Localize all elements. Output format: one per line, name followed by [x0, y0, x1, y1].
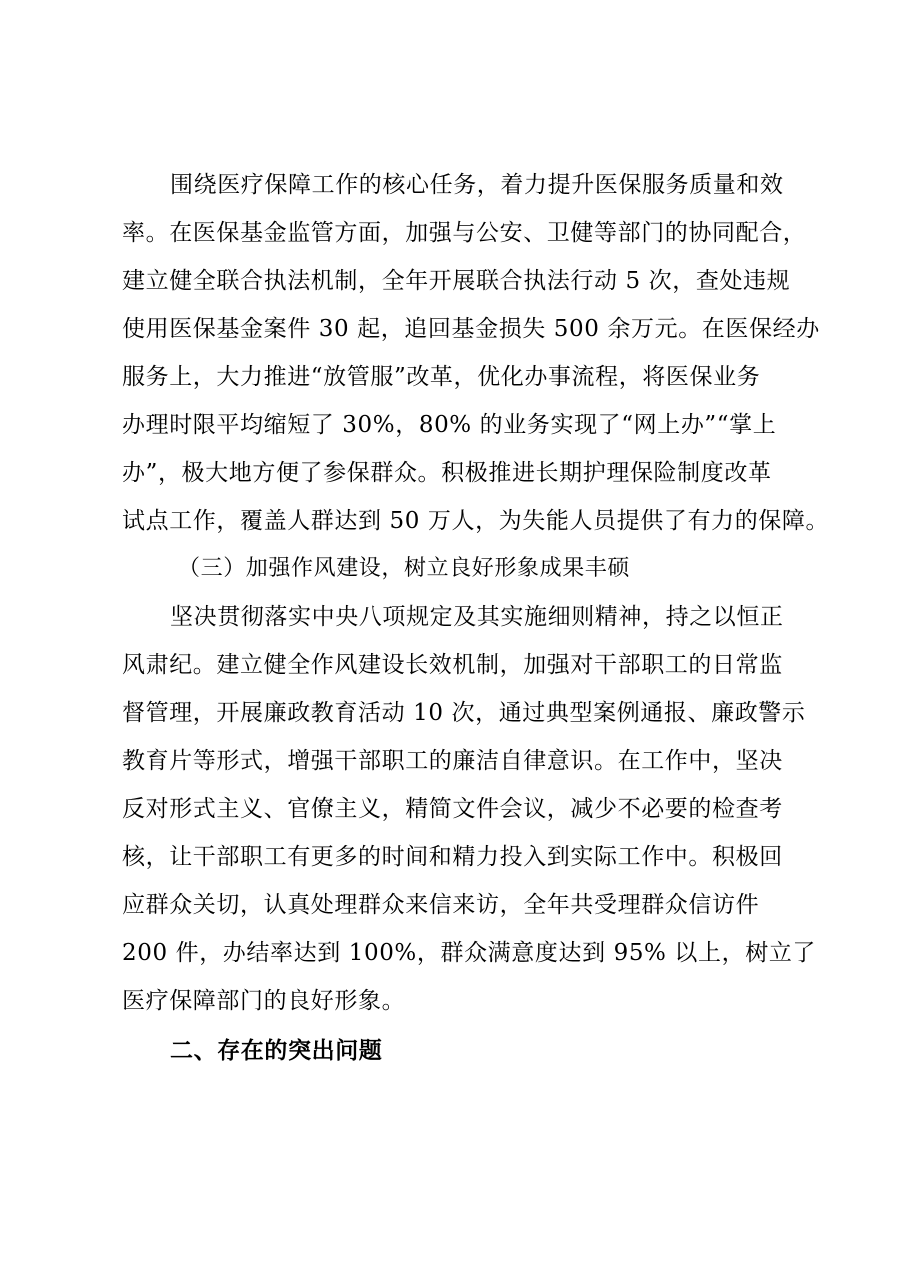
paragraph-2-line-9: 医疗保障部门的良好形象。 — [122, 988, 406, 1014]
paragraph-2-line-4: 教育片等形式，增强干部职工的廉洁自律意识。在工作中，坚决 — [122, 748, 783, 774]
paragraph-2-line-7: 应群众关切，认真处理群众来信来访，全年共受理群众信访件 — [122, 892, 760, 918]
paragraph-2-line-5: 反对形式主义、官僚主义，精简文件会议，减少不必要的检查考 — [122, 796, 783, 822]
paragraph-1-line-6: 办理时限平均缩短了 30%，80% 的业务实现了“网上办”“掌上 — [122, 412, 777, 438]
paragraph-2-line-1: 坚决贯彻落实中央八项规定及其实施细则精神，持之以恒正 — [170, 604, 784, 630]
paragraph-2-line-2: 风肃纪。建立健全作风建设长效机制，加强对干部职工的日常监 — [122, 652, 783, 678]
paragraph-1-line-7: 办”，极大地方便了参保群众。积极推进长期护理保险制度改革 — [122, 460, 772, 486]
paragraph-1-line-2: 率。在医保基金监管方面，加强与公安、卫健等部门的协同配合， — [122, 220, 807, 246]
paragraph-1-line-5: 服务上，大力推进“放管服”改革，优化办事流程，将医保业务 — [122, 364, 761, 390]
paragraph-1-line-3: 建立健全联合执法机制，全年开展联合执法行动 5 次，查处违规 — [122, 268, 791, 294]
paragraph-1-line-1: 围绕医疗保障工作的核心任务，着力提升医保服务质量和效 — [170, 172, 784, 198]
section-2-heading: 二、存在的突出问题 — [170, 1038, 383, 1064]
paragraph-1-line-8: 试点工作，覆盖人群达到 50 万人，为失能人员提供了有力的保障。 — [122, 508, 830, 534]
subheading-3: （三）加强作风建设，树立良好形象成果丰硕 — [178, 556, 631, 581]
paragraph-2-line-6: 核，让干部职工有更多的时间和精力投入到实际工作中。积极回 — [122, 844, 783, 870]
paragraph-2-line-8: 200 件，办结率达到 100%，群众满意度达到 95% 以上，树立了 — [122, 940, 817, 966]
paragraph-1-line-4: 使用医保基金案件 30 起，追回基金损失 500 余万元。在医保经办 — [122, 316, 820, 342]
paragraph-2-line-3: 督管理，开展廉政教育活动 10 次，通过典型案例通报、廉政警示 — [122, 700, 806, 726]
